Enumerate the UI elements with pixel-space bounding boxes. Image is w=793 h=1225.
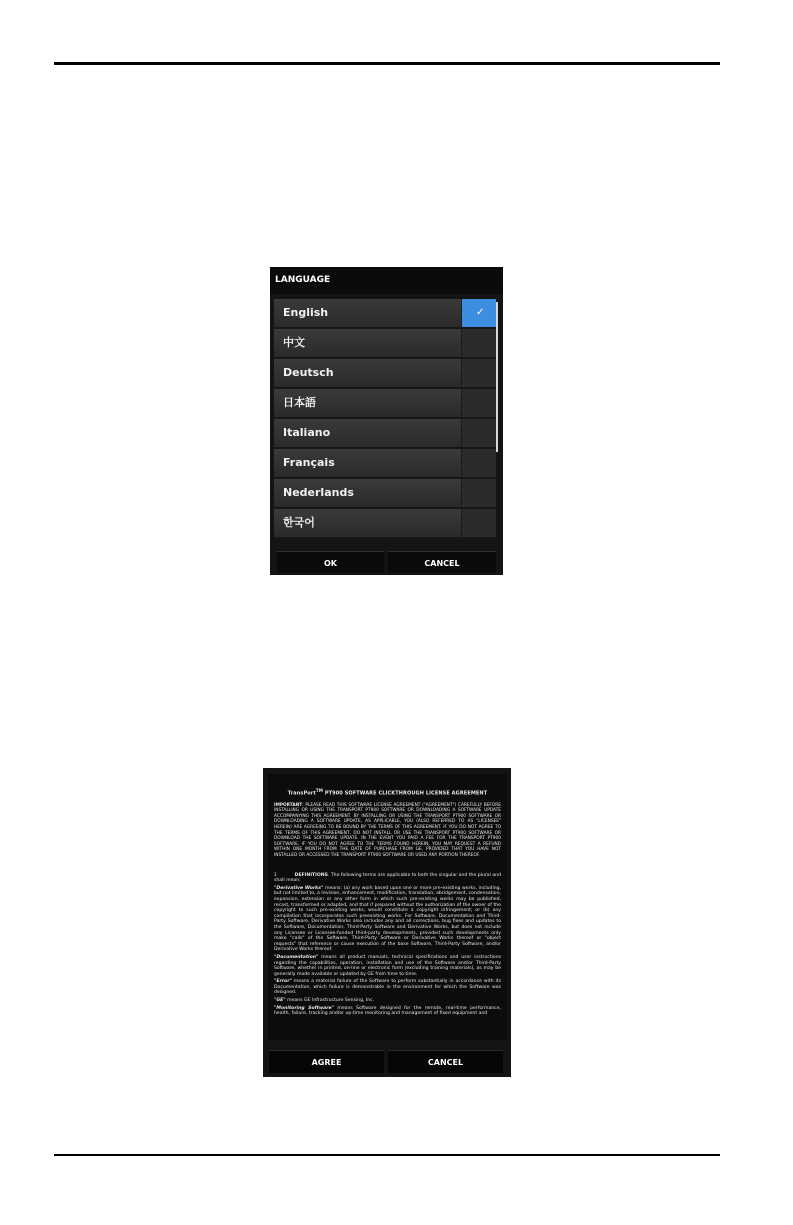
agree-button[interactable]: AGREE [269, 1050, 384, 1073]
documentation-paragraph [274, 955, 501, 977]
language-item-korean[interactable] [274, 509, 496, 539]
language-checkbox[interactable] [461, 479, 496, 507]
error-label: "Error" [274, 979, 292, 985]
language-list-scrollbar[interactable] [496, 302, 498, 452]
monitoring-software-paragraph [274, 1006, 501, 1017]
language-checkbox[interactable] [461, 449, 496, 477]
derivative-works-label: "Derivative Works" [274, 885, 324, 891]
monitoring-software-label: "Monitoring Software" [274, 1005, 334, 1011]
language-item-french[interactable] [274, 449, 496, 479]
language-label: 中文 [283, 336, 305, 349]
language-checkbox[interactable] [461, 329, 496, 357]
derivative-works-paragraph [274, 886, 501, 953]
ge-label: "GE" [274, 998, 286, 1004]
derivative-works-text: means: (a) any work based upon one or more pre-existing works, including, but not limited to, a revision, enhancement, modification, translation, abridgement, condensation, expansion, extension or any other form in which such pre-existing works may be published, recast, transformed or adapted, and that if prepared without the authorization of the owner of the copyright to such pre-existing works, would constitute a copyright infringement; or (b) any compilation that incorporates such preexisting works. For Software, Documentation and Third-Party Software, Derivative Works also includes any and all corrections, bug fixes and updates to the Software, Documentation, Third-Party Software and Derivative Works, but does not include any Licensee or Licensee-funded third-party developments, provided such developments only make "calls" of the Software, Third-Party Software or Derivative Works thereof or "object requests" that reference or cause execution of the base Software, Third-Party Software, and/or Derivative Works thereof. [274, 885, 502, 953]
error-text: means a material failure of the Software to perform substantially in accordance with its Documentation, which failure is demonstrable in the environment for which the Software was designed. [274, 979, 501, 996]
license-dialog [263, 768, 511, 1077]
documentation-label: "Documentation" [274, 954, 319, 960]
license-title [268, 788, 507, 797]
important-label: IMPORTANT [274, 802, 303, 808]
language-dialog-title: LANGUAGE [270, 267, 503, 294]
monitoring-software-text: means Software designed for the remote, real-time performance, health, failure, tracking and/or up-time monitoring and management of fixed equipment and [274, 1005, 501, 1017]
language-item-english[interactable] [274, 299, 496, 329]
cancel-button[interactable]: CANCEL [388, 551, 496, 573]
important-text: : PLEASE READ THIS SOFTWARE LICENSE AGREEMENT ("AGREEMENT") CAREFULLY BEFORE INSTALLING OR USING THE TRANSPORT PT900 SOFTWARE OR DOWNLOADING A SOFTWARE UPDATE ACCOMPANYING THIS AGREEMENT. BY INSTALLING OR USING THE TRANSPORT PT900 SOFTWARE OR DOWNLOADING A SOFTWARE UPDATE, AS APPLICABLE, YOU (ALSO REFERRED TO AS "LICENSEE" HEREIN) ARE AGREEING TO BE BOUND BY THE TERMS OF THIS AGREEMENT. IF YOU DO NOT AGREE TO THE TERMS OF THIS AGREEMENT, DO NOT INSTALL OR USE THE TRANSPORT PT900 SOFTWARE OR DOWNLOAD THE SOFTWARE UPDATE. IN THE EVENT YOU PAID A FEE FOR THE TRANSPORT PT900 SOFTWARE, IF YOU DO NOT AGREE TO THE TERMS FOUND HEREIN, YOU MAY REQUEST A REFUND WITHIN ONE MONTH FROM THE DATE OF PURCHASE FROM GE, PROVIDED THAT YOU HAVE NOT INSTALLED OR ACCESSED THE TRANSPORT PT900 SOFTWARE OR USED ANY PORTION THEREOF. [274, 802, 501, 858]
language-checkbox[interactable] [461, 359, 496, 387]
language-label: 한국어 [283, 516, 315, 529]
language-item-japanese[interactable] [274, 389, 496, 419]
language-item-chinese[interactable] [274, 329, 496, 359]
checkmark-icon: ✓ [476, 307, 485, 318]
license-body [268, 803, 507, 1017]
license-title-suffix: PT900 SOFTWARE CLICKTHROUGH LICENSE AGREEMENT [323, 790, 488, 797]
definitions-text: . The following terms are applicable to both the singular and the plural and shall mean: [274, 872, 501, 884]
section-number: 1 [274, 872, 277, 878]
license-title-prefix: TransPort [287, 790, 316, 797]
language-checkbox[interactable] [461, 389, 496, 417]
language-label: Deutsch [283, 366, 334, 379]
language-dialog [270, 267, 503, 575]
footer-rule [54, 1154, 720, 1156]
definitions-paragraph [274, 873, 501, 884]
language-checkbox[interactable] [461, 299, 496, 327]
language-label: English [283, 306, 329, 319]
language-label: Français [283, 456, 335, 469]
error-paragraph [274, 979, 501, 996]
language-item-dutch[interactable] [274, 479, 496, 509]
header-rule [54, 62, 720, 65]
ok-button[interactable]: OK [277, 551, 384, 573]
language-label: Italiano [283, 426, 331, 439]
language-item-italian[interactable] [274, 419, 496, 449]
license-important-paragraph [274, 803, 501, 859]
trademark-mark: TM [315, 788, 324, 793]
license-cancel-button[interactable]: CANCEL [388, 1050, 503, 1073]
definitions-label: DEFINITIONS [294, 872, 328, 878]
license-text-panel[interactable] [268, 774, 507, 1040]
language-label: Nederlands [283, 486, 354, 499]
language-checkbox[interactable] [461, 419, 496, 447]
language-label: 日本語 [283, 396, 316, 409]
ge-text: means GE Infrastructure Sensing, Inc. [285, 998, 375, 1004]
language-item-german[interactable] [274, 359, 496, 389]
ge-paragraph [274, 998, 501, 1004]
language-checkbox[interactable] [461, 509, 496, 537]
documentation-text: means all product manuals, technical specifications and user instructions regarding the capabilities, operation, installation and use of the Software and/or Third-Party Software, whether in printed, on-line or electronic form (excluding training materials), as may be generally made available or updated by GE from time to time. [274, 954, 501, 977]
